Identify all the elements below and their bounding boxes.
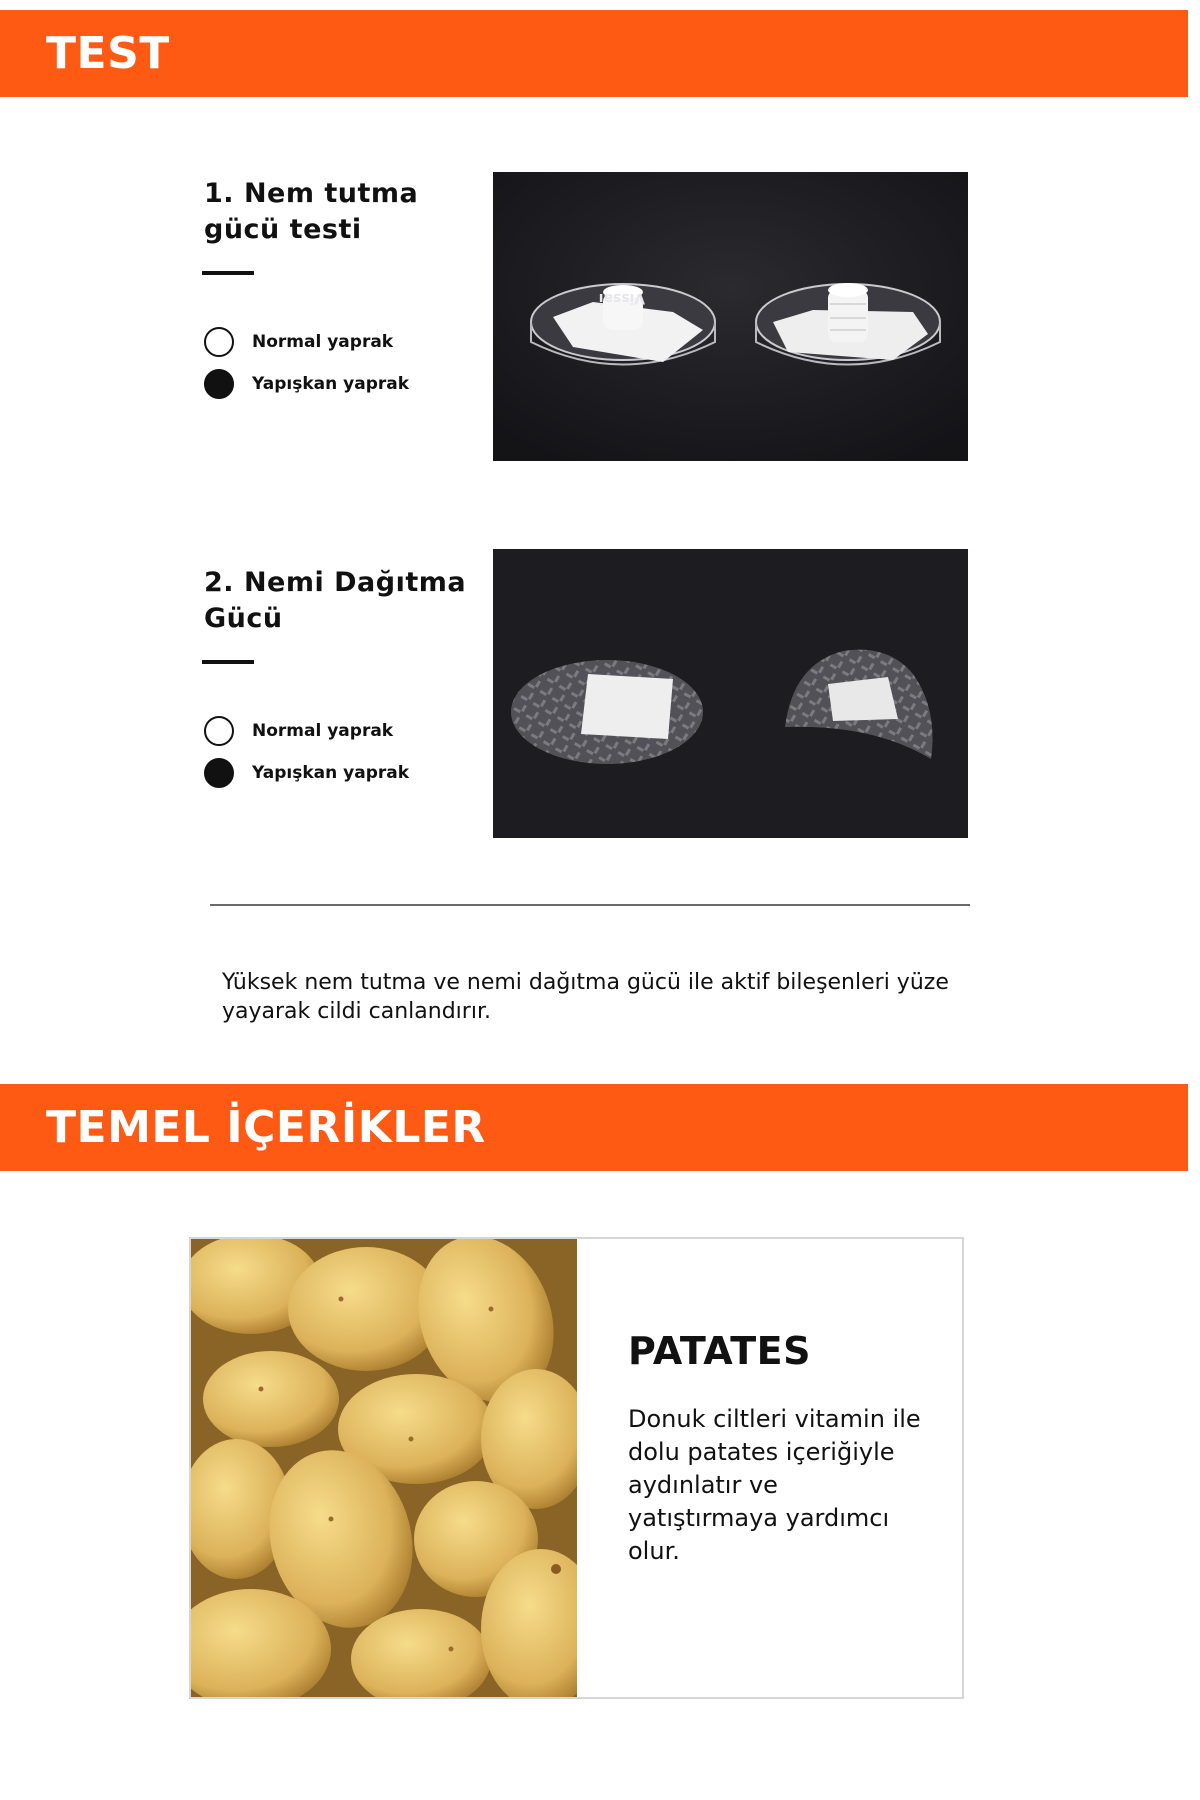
test-1-heading: 1. Nem tutma gücü testi	[204, 178, 419, 245]
ingredients-section-banner	[0, 1084, 1188, 1171]
section-divider	[210, 904, 970, 906]
potato-photo	[191, 1239, 577, 1699]
test-2-rule	[202, 660, 254, 664]
legend-label: Yapışkan yaprak	[252, 374, 410, 394]
legend-item-sticky	[204, 366, 409, 402]
ingredient-description: Donuk ciltleri vitamin ile dolu patates içeriğiyle aydınlatır ve yatıştırmaya yardımcı olur.	[628, 1405, 921, 1565]
legend-item-sticky	[204, 755, 409, 791]
sheet-comparison-photo	[493, 549, 968, 838]
ingredients-section-title: TEMEL İÇERİKLER	[46, 1102, 486, 1153]
empty-circle-icon	[204, 327, 234, 357]
test-block-moisture-distribution	[0, 0, 1200, 783]
legend-label: Normal yaprak	[252, 721, 394, 741]
legend-item-normal	[204, 324, 393, 360]
legend-label: Yapışkan yaprak	[252, 763, 410, 783]
sheet-illustration	[493, 549, 968, 838]
test-summary-text: Yüksek nem tutma ve nemi dağıtma gücü ile aktif bileşenleri yüze yayarak cildi canlandırır.	[222, 970, 949, 1024]
petri-dish-label: Vissai	[598, 290, 645, 306]
filled-circle-icon	[204, 758, 234, 788]
empty-circle-icon	[204, 716, 234, 746]
filled-circle-icon	[204, 369, 234, 399]
ingredient-card	[189, 1237, 964, 1699]
ingredient-name: PATATES	[628, 1329, 811, 1373]
test-section-title: TEST	[46, 28, 170, 79]
legend-item-normal	[204, 713, 393, 749]
potato-illustration	[191, 1239, 577, 1699]
legend-label: Normal yaprak	[252, 332, 394, 352]
test-2-heading: 2. Nemi Dağıtma Gücü	[204, 567, 467, 634]
